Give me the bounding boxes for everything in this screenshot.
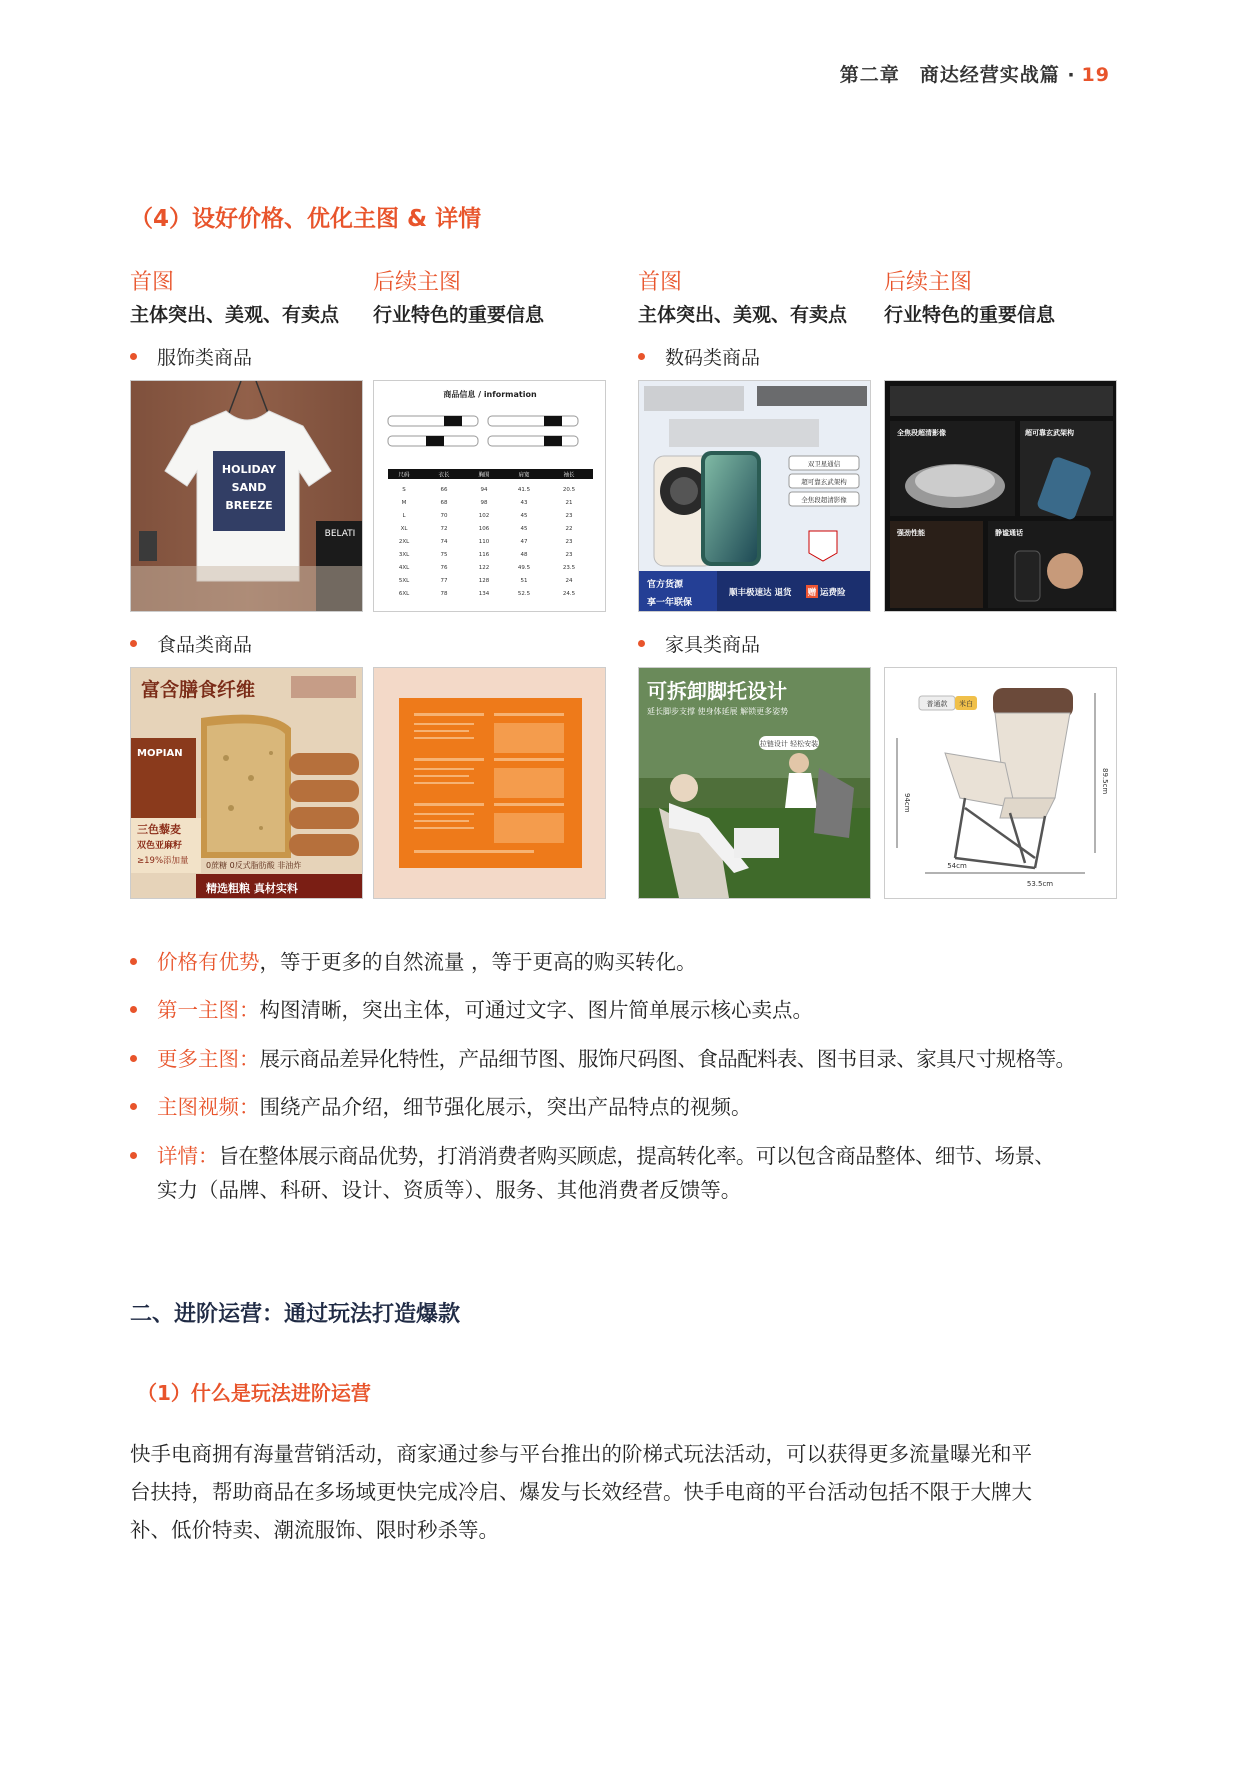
col-later-title-2: 后续主图 — [884, 270, 973, 295]
size-cell: 20.5 — [562, 487, 576, 493]
col-first-title-2: 首图 — [638, 270, 683, 295]
size-cell: M — [401, 500, 407, 506]
chapter-title: 第二章 商达经营实战篇 · — [839, 64, 1076, 86]
phone-features-image — [884, 380, 1117, 612]
svg-text:89.5cm: 89.5cm — [1101, 768, 1109, 795]
size-cell: 51 — [520, 578, 528, 584]
size-cell: 52.5 — [517, 591, 531, 597]
size-cell: XL — [400, 526, 408, 532]
bullet-dot — [638, 640, 645, 647]
size-cell: 122 — [478, 565, 490, 571]
size-cell: 76 — [440, 565, 448, 571]
size-cell: 23 — [565, 552, 573, 558]
bullet-dot — [638, 353, 645, 360]
size-cell: 134 — [478, 591, 490, 597]
size-cell: 70 — [440, 513, 448, 519]
tshirt-main-image — [130, 380, 363, 612]
svg-text:超可靠玄武架构: 超可靠玄武架构 — [801, 478, 847, 486]
size-cell: 72 — [440, 526, 448, 532]
size-header-cell: 尺码 — [398, 472, 410, 479]
size-cell: 78 — [440, 591, 448, 597]
size-cell: 24.5 — [562, 591, 576, 597]
svg-text:0蔗糖 0反式脂肪酸 非油炸: 0蔗糖 0反式脂肪酸 非油炸 — [206, 861, 302, 870]
section-4-heading: （4）设好价格、优化主图 & 详情 — [130, 206, 482, 232]
size-cell: 45 — [520, 513, 528, 519]
phone-main-image — [638, 380, 871, 612]
svg-text:拉链设计 轻松安装: 拉链设计 轻松安装 — [759, 740, 819, 748]
svg-text:BELATI: BELATI — [324, 529, 356, 539]
size-cell: 66 — [440, 487, 448, 493]
size-cell: 6XL — [398, 591, 410, 597]
size-cell: 68 — [440, 500, 448, 506]
size-cell: 5XL — [398, 578, 410, 584]
size-header-cell: 胸围 — [478, 472, 490, 479]
svg-text:米白: 米白 — [959, 700, 973, 708]
svg-text:普通款: 普通款 — [926, 700, 948, 708]
col-later-title: 后续主图 — [373, 270, 462, 295]
category-food: 食品类商品 — [130, 630, 252, 657]
size-cell: 41.5 — [517, 487, 531, 493]
col-first-sub: 主体突出、美观、有卖点 — [130, 304, 340, 326]
bullet-dot — [130, 1152, 137, 1159]
size-cell: 74 — [440, 539, 448, 545]
size-cell: 128 — [478, 578, 490, 584]
size-cell: 77 — [440, 578, 448, 584]
size-cell: L — [402, 513, 406, 519]
food-ingredients-image — [373, 667, 606, 899]
svg-text:官方货源: 官方货源 — [647, 580, 684, 590]
size-header-cell: 袖长 — [563, 472, 575, 479]
size-cell: 47 — [520, 539, 528, 545]
svg-text:双卫星通信: 双卫星通信 — [807, 460, 841, 468]
food-main-image — [130, 667, 363, 899]
bullet-main-video: 主图视频：围绕产品介绍，细节强化展示，突出产品特点的视频。 — [130, 1090, 1130, 1124]
bullet-dot — [130, 353, 137, 360]
bullet-more-main-images: 更多主图：展示商品差异化特性，产品细节图、服饰尺码图、食品配料表、图书目录、家具尺寸规格等。 — [130, 1042, 1130, 1076]
size-cell: 102 — [478, 513, 490, 519]
svg-text:全焦段超清影像: 全焦段超清影像 — [801, 496, 847, 504]
bullet-dot — [130, 1055, 137, 1062]
category-digital: 数码类商品 — [638, 343, 760, 370]
size-cell: 110 — [478, 539, 490, 545]
size-cell: 4XL — [398, 565, 410, 571]
size-cell: 75 — [440, 552, 448, 558]
size-header-cell: 肩宽 — [518, 472, 530, 479]
bullet-dot — [130, 1103, 137, 1110]
chair-scene-image — [638, 667, 871, 899]
svg-text:强劲性能: 强劲性能 — [897, 529, 925, 537]
body-paragraph: 快手电商拥有海量营销活动，商家通过参与平台推出的阶梯式玩法活动，可以获得更多流量曝光和平 台扶持，帮助商品在多场域更快完成冷启、爆发与长效经营。快手电商的平台活动包括不限于大牌大 补、低价特卖、潮流服饰、限时秒杀等。 — [130, 1442, 1032, 1542]
svg-text:延长脚步支撑 使身体延展 解锁更多姿势: 延长脚步支撑 使身体延展 解锁更多姿势 — [647, 707, 789, 716]
bullet-price: 价格有优势，等于更多的自然流量 ，等于更高的购买转化。 — [130, 945, 1130, 979]
bullet-dot — [130, 640, 137, 647]
bullet-first-main-image: 第一主图：构图清晰，突出主体，可通过文字、图片简单展示核心卖点。 — [130, 993, 1130, 1027]
svg-text:赠: 赠 — [807, 588, 817, 598]
size-cell: 45 — [520, 526, 528, 532]
size-cell: 24 — [565, 578, 573, 584]
size-cell: S — [402, 487, 406, 493]
size-cell: 23 — [565, 539, 573, 545]
size-cell: 23 — [565, 513, 573, 519]
col-later-sub: 行业特色的重要信息 — [373, 304, 545, 326]
page-number: 19 — [1081, 64, 1110, 86]
svg-text:94cm: 94cm — [903, 793, 911, 813]
col-first-sub-2: 主体突出、美观、有卖点 — [638, 304, 848, 326]
svg-text:BREEZE: BREEZE — [225, 499, 273, 512]
svg-text:享一年联保: 享一年联保 — [647, 598, 693, 608]
section-2-heading: 二、进阶运营：通过玩法打造爆款 — [130, 1302, 461, 1327]
svg-text:可拆卸脚托设计: 可拆卸脚托设计 — [647, 679, 787, 703]
col-later-sub-2: 行业特色的重要信息 — [884, 304, 1056, 326]
bullet-dot — [130, 958, 137, 965]
col-first-title: 首图 — [130, 270, 175, 295]
size-cell: 106 — [478, 526, 490, 532]
svg-text:精选粗粮 真材实料: 精选粗粮 真材实料 — [206, 882, 298, 895]
svg-text:全焦段超清影像: 全焦段超清影像 — [897, 429, 946, 437]
page-header — [840, 60, 1110, 87]
section-2-1-heading: （1）什么是玩法进阶运营 — [137, 1381, 371, 1405]
size-chart-title: 商品信息 / information — [443, 390, 537, 399]
svg-text:运费险: 运费险 — [820, 588, 846, 598]
svg-text:三色藜麦: 三色藜麦 — [137, 823, 181, 836]
size-chart-image — [373, 380, 606, 612]
svg-text:富含膳食纤维: 富含膳食纤维 — [141, 679, 256, 701]
category-apparel: 服饰类商品 — [130, 343, 252, 370]
size-header-cell: 衣长 — [438, 472, 450, 479]
svg-text:MOPIAN: MOPIAN — [137, 748, 183, 759]
svg-text:SAND: SAND — [231, 481, 267, 494]
size-cell: 23.5 — [562, 565, 576, 571]
svg-text:54cm: 54cm — [947, 862, 967, 870]
bullet-dot — [130, 1006, 137, 1013]
bullet-details: 详情：旨在整体展示商品优势，打消消费者购买顾虑，提高转化率。可以包含商品整体、细节、场景、 实力（品牌、科研、设计、资质等）、服务、其他消费者反馈等。 — [130, 1139, 1130, 1207]
svg-text:超可靠玄武架构: 超可靠玄武架构 — [1025, 429, 1074, 437]
svg-text:双色亚麻籽: 双色亚麻籽 — [137, 841, 183, 851]
svg-text:静谧通话: 静谧通话 — [995, 529, 1023, 537]
size-cell: 22 — [565, 526, 573, 532]
size-cell: 3XL — [398, 552, 410, 558]
size-cell: 21 — [565, 500, 573, 506]
svg-text:53.5cm: 53.5cm — [1026, 880, 1054, 888]
size-cell: 116 — [478, 552, 490, 558]
svg-text:HOLIDAY: HOLIDAY — [221, 463, 277, 476]
chair-dimensions-image — [884, 667, 1117, 899]
svg-text:顺丰极速达 退货: 顺丰极速达 退货 — [729, 588, 792, 598]
category-furniture: 家具类商品 — [638, 630, 760, 657]
size-cell: 98 — [480, 500, 488, 506]
size-cell: 49.5 — [517, 565, 531, 571]
size-cell: 48 — [520, 552, 528, 558]
size-cell: 94 — [480, 487, 488, 493]
size-cell: 2XL — [398, 539, 410, 545]
svg-text:≥19%添加量: ≥19%添加量 — [137, 856, 189, 866]
size-cell: 43 — [520, 500, 528, 506]
